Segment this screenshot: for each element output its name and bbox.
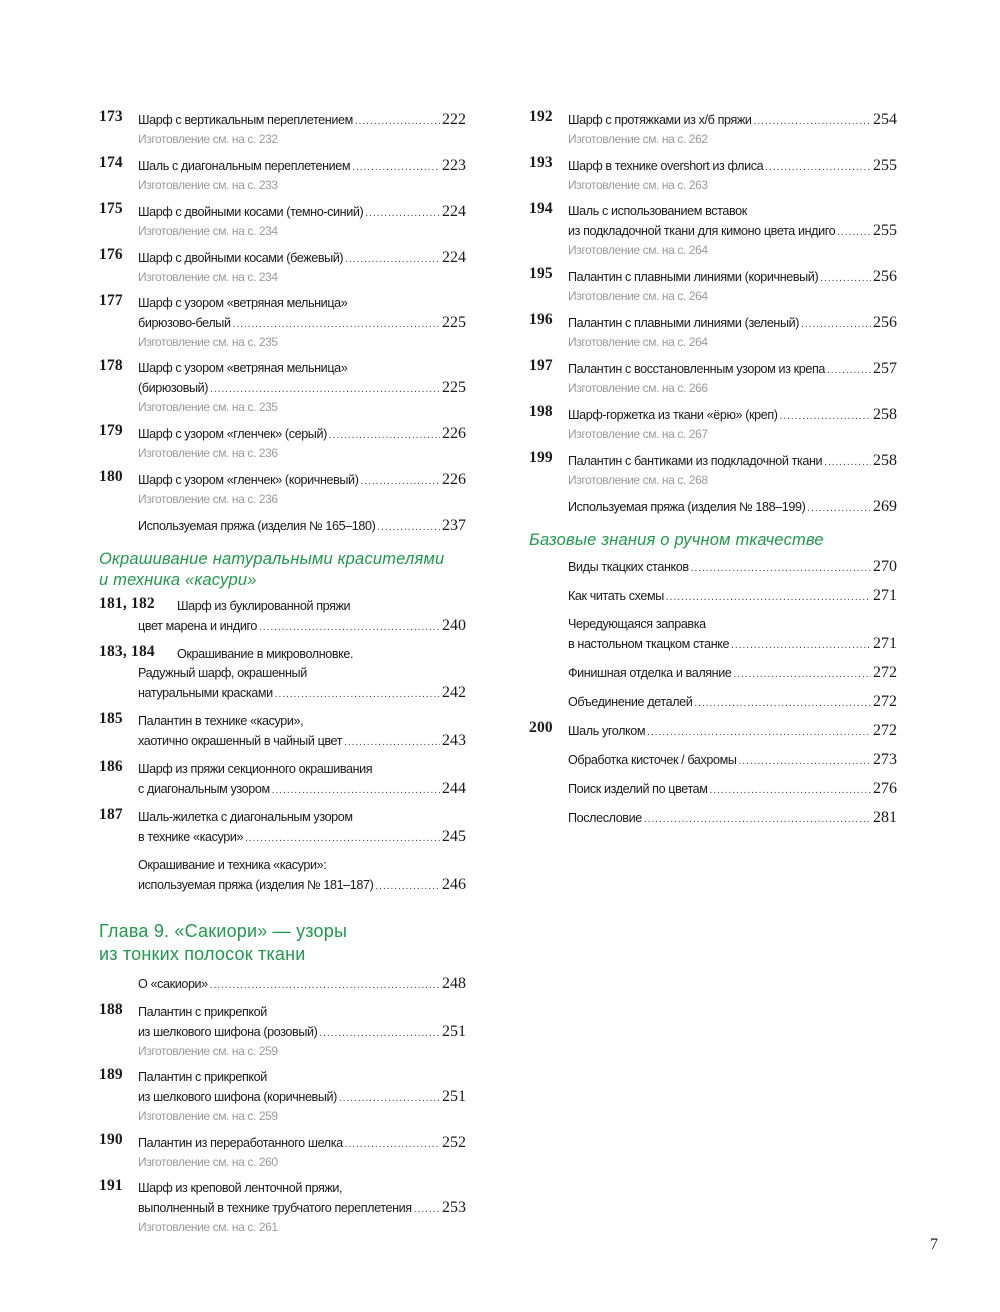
item-number: 181, 182 (99, 595, 155, 612)
toc-entry[interactable] (529, 615, 897, 655)
page-ref: 255 (873, 157, 897, 174)
entry-title: Виды ткацких станков (568, 560, 689, 574)
entry-title: Шарф с узором «гленчек» (серый) (138, 427, 327, 441)
entry-title: Шаль с использованием вставок (568, 204, 747, 218)
item-number: 183, 184 (99, 643, 155, 660)
dot-leader (691, 559, 871, 578)
toc-entry[interactable] (99, 1003, 466, 1060)
toc-entry[interactable] (99, 645, 466, 704)
toc-entry[interactable] (99, 597, 466, 637)
page-number: 7 (930, 1236, 938, 1253)
entry-title: Поиск изделий по цветам (568, 782, 708, 796)
section-heading (99, 549, 466, 591)
page-ref: 255 (873, 222, 897, 239)
dot-leader (801, 315, 871, 334)
entry-title: (бирюзовый) (138, 381, 209, 395)
page-ref: 256 (873, 268, 897, 285)
entry-title: Палантин из переработанного шелка (138, 1136, 343, 1150)
entry-subtext: Изготовление см. на с. 233 (138, 178, 278, 192)
heading-line: Окрашивание натуральными красителями (99, 550, 445, 568)
entry-title: Шарф в технике overshort из флиса (568, 159, 764, 173)
item-number: 200 (529, 719, 553, 736)
entry-title: Шарф из пряжи секционного окрашивания (138, 762, 373, 776)
page-ref: 271 (873, 587, 897, 604)
item-number: 197 (529, 357, 553, 374)
dot-leader (820, 269, 871, 288)
entry-title: Радужный шарф, окрашенный (138, 666, 307, 680)
entry-subtext: Изготовление см. на с. 264 (568, 243, 708, 257)
entry-title: Объединение деталей (568, 695, 693, 709)
entry-title: Шарф-горжетка из ткани «ёрю» (креп) (568, 408, 778, 422)
item-number: 190 (99, 1131, 123, 1148)
entry-title: в настольном ткацком станке (568, 637, 730, 651)
item-number: 186 (99, 758, 123, 775)
toc-entry[interactable] (529, 497, 897, 518)
entry-title: из шелкового шифона (коричневый) (138, 1090, 337, 1104)
entry-subtext: Изготовление см. на с. 268 (568, 473, 708, 487)
entry-title: Используемая пряжа (изделия № 188–199) (568, 500, 806, 514)
chapter-heading (99, 920, 466, 966)
item-number: 196 (529, 311, 553, 328)
toc-entry[interactable] (99, 760, 466, 800)
item-number: 173 (99, 108, 123, 125)
dot-leader (319, 1024, 440, 1043)
entry-subtext: Изготовление см. на с. 236 (138, 446, 278, 460)
heading-line: из тонких полосок ткани (99, 944, 306, 964)
dot-leader (210, 380, 440, 399)
dot-leader (375, 877, 440, 896)
toc-entry[interactable] (99, 110, 466, 148)
item-number: 198 (529, 403, 553, 420)
item-number: 194 (529, 200, 553, 217)
item-number: 189 (99, 1066, 123, 1083)
page-ref: 242 (442, 684, 466, 701)
toc-entry[interactable] (529, 405, 897, 443)
entry-title: Палантин в технике «касури», (138, 714, 304, 728)
dot-leader (339, 1089, 440, 1108)
dot-leader (754, 112, 871, 131)
toc-entry[interactable] (99, 470, 466, 508)
dot-leader (731, 636, 871, 655)
entry-title: Чередующаяся заправка (568, 617, 706, 631)
toc-entry[interactable] (99, 156, 466, 194)
page-ref: 269 (873, 498, 897, 515)
toc-entry[interactable] (99, 974, 466, 995)
entry-title: Шарф с узором «ветряная мельница» (138, 296, 348, 310)
page-ref: 272 (873, 693, 897, 710)
toc-entry[interactable] (99, 856, 466, 896)
toc-entry[interactable] (99, 359, 466, 416)
entry-title: Шаль-жилетка с диагональным узором (138, 810, 353, 824)
page-ref: 272 (873, 722, 897, 739)
page-ref: 225 (442, 314, 466, 331)
entry-subtext: Изготовление см. на с. 267 (568, 427, 708, 441)
toc-entry[interactable] (99, 202, 466, 240)
page-ref: 258 (873, 452, 897, 469)
dot-leader (644, 810, 871, 829)
dot-leader (377, 518, 440, 537)
entry-title: в технике «касури» (138, 830, 244, 844)
page-ref: 240 (442, 617, 466, 634)
entry-subtext: Изготовление см. на с. 235 (138, 335, 278, 349)
entry-subtext: Изготовление см. на с. 266 (568, 381, 708, 395)
item-number: 178 (99, 357, 123, 374)
page-ref: 270 (873, 558, 897, 575)
toc-entry[interactable] (529, 779, 897, 800)
entry-title: Обработка кисточек / бахромы (568, 753, 737, 767)
page-ref: 252 (442, 1134, 466, 1151)
entry-title: Палантин с плавными линиями (зеленый) (568, 316, 800, 330)
dot-leader (275, 685, 440, 704)
page-ref: 253 (442, 1199, 466, 1216)
item-number: 174 (99, 154, 123, 171)
toc-right-column (529, 110, 897, 837)
toc-entry[interactable] (529, 750, 897, 771)
entry-subtext: Изготовление см. на с. 260 (138, 1155, 278, 1169)
dot-leader (733, 665, 871, 684)
item-number: 177 (99, 292, 123, 309)
page-ref: 245 (442, 828, 466, 845)
entry-subtext: Изготовление см. на с. 234 (138, 224, 278, 238)
entry-title: используемая пряжа (изделия № 181–187) (138, 878, 374, 892)
page-ref: 256 (873, 314, 897, 331)
entry-title: Шарф с узором «гленчек» (коричневый) (138, 473, 359, 487)
toc-entry[interactable] (529, 359, 897, 397)
item-number: 193 (529, 154, 553, 171)
entry-title: Используемая пряжа (изделия № 165–180) (138, 519, 376, 533)
toc-entry[interactable] (529, 692, 897, 713)
entry-title: Палантин с прикрепкой (138, 1070, 267, 1084)
page-ref: 222 (442, 111, 466, 128)
entry-title: из шелкового шифона (розовый) (138, 1025, 318, 1039)
dot-leader (344, 733, 440, 752)
entry-subtext: Изготовление см. на с. 236 (138, 492, 278, 506)
entry-title: хаотично окрашенный в чайный цвет (138, 734, 343, 748)
entry-subtext: Изготовление см. на с. 259 (138, 1044, 278, 1058)
item-number: 175 (99, 200, 123, 217)
toc-entry[interactable] (529, 110, 897, 148)
entry-title: Шарф из креповой ленточной пряжи, (138, 1181, 343, 1195)
dot-leader (352, 158, 440, 177)
toc-entry[interactable] (529, 808, 897, 829)
dot-leader (780, 407, 871, 426)
entry-title: Шарф с протяжками из х/б пряжи (568, 113, 752, 127)
page-ref: 254 (873, 111, 897, 128)
page-ref: 257 (873, 360, 897, 377)
page-ref: 271 (873, 635, 897, 652)
toc-entry[interactable] (529, 721, 897, 742)
toc-entry[interactable] (529, 156, 897, 194)
entry-subtext: Изготовление см. на с. 264 (568, 289, 708, 303)
toc-entry[interactable] (99, 1133, 466, 1171)
page-ref: 281 (873, 809, 897, 826)
toc-entry[interactable] (99, 248, 466, 286)
item-number: 187 (99, 806, 123, 823)
page-ref: 248 (442, 975, 466, 992)
entry-subtext: Изготовление см. на с. 234 (138, 270, 278, 284)
toc-entry[interactable] (529, 586, 897, 607)
page-ref: 244 (442, 780, 466, 797)
page-ref: 258 (873, 406, 897, 423)
entry-title: цвет марена и индиго (138, 619, 257, 633)
dot-leader (355, 112, 440, 131)
toc-entry[interactable] (99, 294, 466, 351)
entry-title: Шарф с вертикальным переплетением (138, 113, 353, 127)
dot-leader (827, 361, 871, 380)
entry-title: Как читать схемы (568, 589, 664, 603)
entry-title: из подкладочной ткани для кимоно цвета индиго (568, 224, 836, 238)
entry-title: бирюзово-белый (138, 316, 231, 330)
dot-leader (824, 453, 871, 472)
section-heading (529, 530, 897, 551)
entry-title: О «сакиори» (138, 977, 208, 991)
item-number: 192 (529, 108, 553, 125)
dot-leader (647, 723, 871, 742)
entry-title: Шарф с двойными косами (темно-синий) (138, 205, 364, 219)
page-ref: 276 (873, 780, 897, 797)
entry-title: Шаль уголком (568, 724, 646, 738)
toc-entry[interactable] (529, 663, 897, 684)
entry-title: Финишная отделка и валяние (568, 666, 732, 680)
entry-title: Палантин с плавными линиями (коричневый) (568, 270, 819, 284)
entry-subtext: Изготовление см. на с. 261 (138, 1220, 278, 1234)
page-ref: 226 (442, 471, 466, 488)
entry-title: Палантин с бантиками из подкладочной ткани (568, 454, 823, 468)
entry-title: с диагональным узором (138, 782, 270, 796)
entry-title: Окрашивание в микроволновке. (177, 647, 354, 661)
dot-leader (345, 1135, 440, 1154)
entry-subtext: Изготовление см. на с. 232 (138, 132, 278, 146)
entry-subtext: Изготовление см. на с. 235 (138, 400, 278, 414)
entry-title: Окрашивание и техника «касури»: (138, 858, 327, 872)
entry-subtext: Изготовление см. на с. 264 (568, 335, 708, 349)
entry-title: Палантин с восстановленным узором из крепа (568, 362, 825, 376)
heading-line: Базовые знания о ручном ткачестве (529, 531, 824, 549)
dot-leader (710, 781, 871, 800)
dot-leader (414, 1200, 440, 1219)
item-number: 191 (99, 1177, 123, 1194)
dot-leader (329, 426, 440, 445)
item-number: 185 (99, 710, 123, 727)
toc-left-column (99, 110, 466, 1244)
entry-title: Шарф из буклированной пряжи (177, 599, 351, 613)
item-number: 176 (99, 246, 123, 263)
entry-title: Шаль с диагональным переплетением (138, 159, 351, 173)
entry-subtext: Изготовление см. на с. 262 (568, 132, 708, 146)
toc-entry[interactable] (99, 1068, 466, 1125)
dot-leader (666, 588, 871, 607)
dot-leader (694, 694, 871, 713)
page-ref: 224 (442, 203, 466, 220)
page-ref: 251 (442, 1088, 466, 1105)
item-number: 179 (99, 422, 123, 439)
toc-entry[interactable] (529, 557, 897, 578)
dot-leader (837, 223, 871, 242)
dot-leader (245, 829, 440, 848)
entry-subtext: Изготовление см. на с. 263 (568, 178, 708, 192)
toc-entry[interactable] (529, 313, 897, 351)
page-ref: 273 (873, 751, 897, 768)
toc-entry[interactable] (529, 267, 897, 305)
toc-entry[interactable] (99, 424, 466, 462)
toc-entry[interactable] (529, 202, 897, 259)
entry-title: Шарф с узором «ветряная мельница» (138, 361, 348, 375)
entry-title: Шарф с двойными косами (бежевый) (138, 251, 344, 265)
dot-leader (259, 618, 440, 637)
toc-entry[interactable] (99, 516, 466, 537)
page-ref: 226 (442, 425, 466, 442)
toc-entry[interactable] (529, 451, 897, 489)
dot-leader (765, 158, 871, 177)
entry-title: Послесловие (568, 811, 642, 825)
page-ref: 225 (442, 379, 466, 396)
dot-leader (272, 781, 440, 800)
entry-subtext: Изготовление см. на с. 259 (138, 1109, 278, 1123)
dot-leader (233, 315, 440, 334)
page-ref: 251 (442, 1023, 466, 1040)
dot-leader (345, 250, 440, 269)
page-ref: 223 (442, 157, 466, 174)
heading-line: Глава 9. «Сакиори» — узоры (99, 921, 348, 941)
item-number: 188 (99, 1001, 123, 1018)
page-ref: 246 (442, 876, 466, 893)
item-number: 199 (529, 449, 553, 466)
heading-line: и техника «касури» (99, 571, 257, 589)
page-ref: 224 (442, 249, 466, 266)
entry-title: выполненный в технике трубчатого переплетения (138, 1201, 412, 1215)
entry-title: Палантин с прикрепкой (138, 1005, 267, 1019)
item-number: 180 (99, 468, 123, 485)
dot-leader (365, 204, 440, 223)
page-ref: 243 (442, 732, 466, 749)
item-number: 195 (529, 265, 553, 282)
dot-leader (361, 472, 441, 491)
dot-leader (739, 752, 871, 771)
dot-leader (807, 499, 871, 518)
toc-entry[interactable] (99, 808, 466, 848)
toc-entry[interactable] (99, 712, 466, 752)
toc-entry[interactable] (99, 1179, 466, 1236)
page-ref: 272 (873, 664, 897, 681)
dot-leader (210, 976, 440, 995)
page-ref: 237 (442, 517, 466, 534)
entry-title: натуральными красками (138, 686, 273, 700)
